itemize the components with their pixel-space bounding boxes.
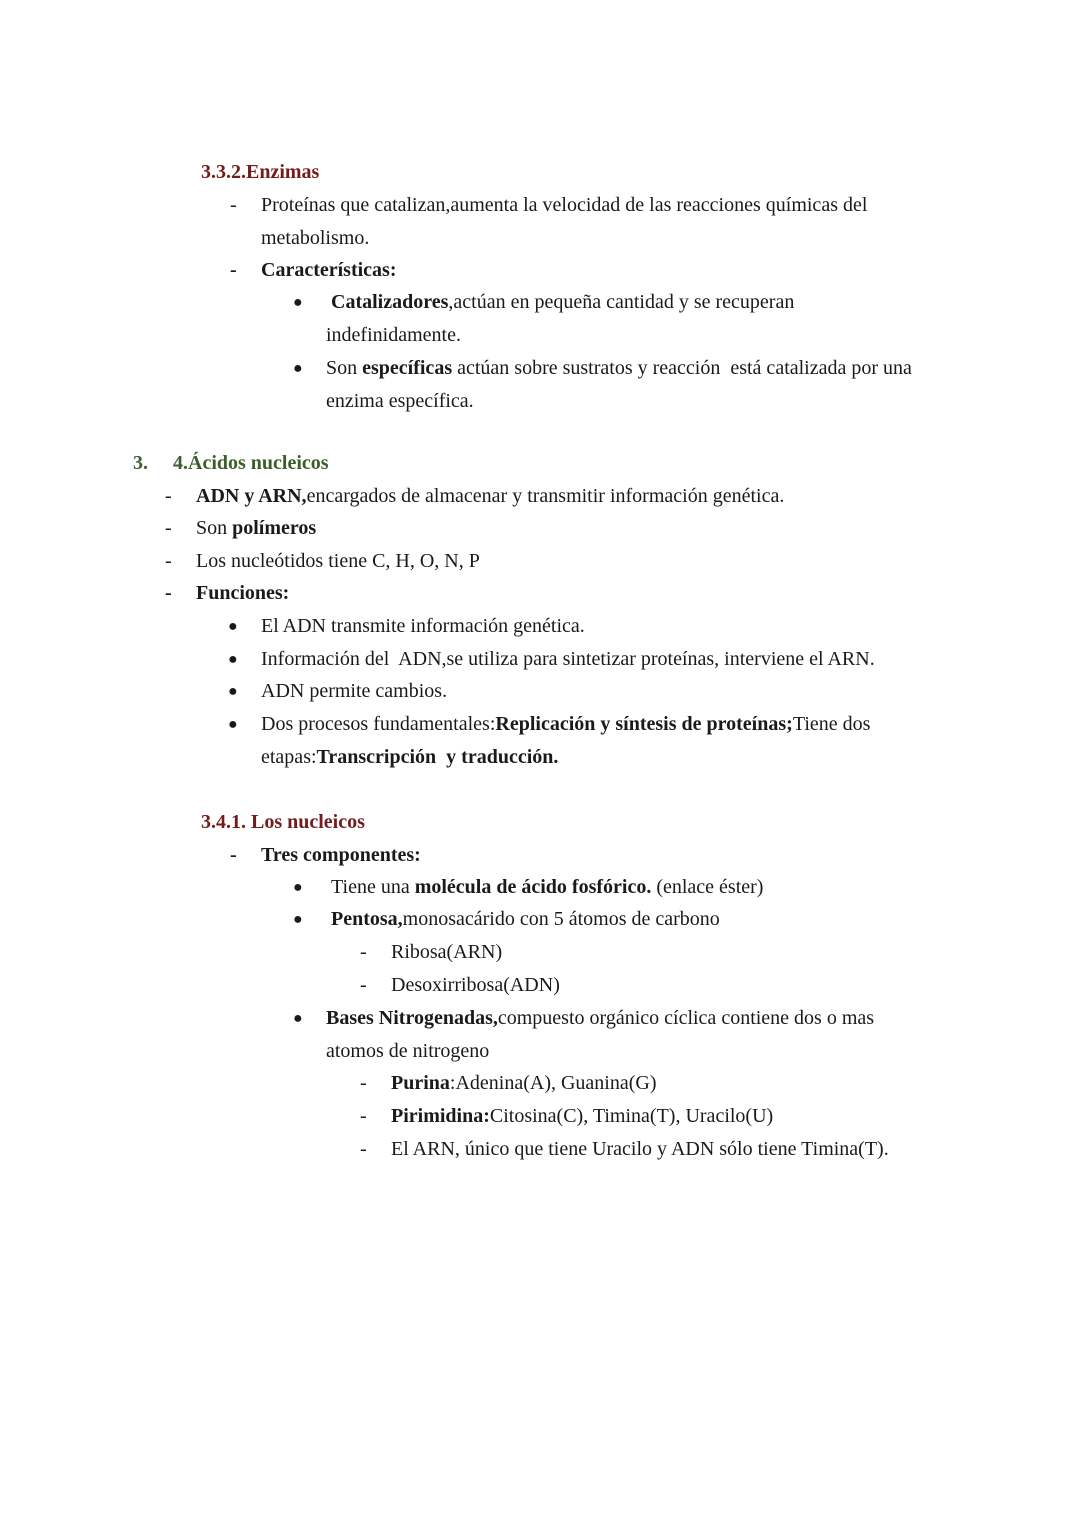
- bullet-icon: ●: [293, 1010, 303, 1027]
- list-item-line: [196, 484, 784, 508]
- list-item-line: [196, 581, 289, 605]
- list-item-line: [261, 226, 369, 250]
- dash-marker: -: [360, 1105, 367, 1127]
- list-item-line: [261, 843, 421, 867]
- text: El ARN, único que tiene Uracilo y ADN sólo tiene Timina(T).: [391, 1138, 889, 1160]
- list-item-line: [261, 712, 870, 736]
- list-item-line: [196, 516, 316, 540]
- dash-marker: -: [230, 194, 237, 216]
- bullet-icon: ●: [228, 683, 238, 700]
- text: Son: [196, 517, 233, 539]
- bullet-icon: ●: [228, 618, 238, 635]
- text: actúan sobre sustratos y reacción está catalizada por una: [452, 357, 912, 379]
- text: Tiene dos: [792, 713, 871, 735]
- bold-text: Purina: [391, 1072, 450, 1094]
- text: atomos de nitrogeno: [326, 1040, 490, 1062]
- bold-text: específicas: [362, 357, 453, 379]
- list-item-line: [326, 389, 474, 413]
- section-number: 3.: [133, 452, 148, 474]
- text: Dos procesos fundamentales:: [261, 713, 496, 735]
- dash-marker: -: [360, 974, 367, 996]
- list-item-line: [196, 549, 480, 573]
- text: encargados de almacenar y transmitir información genética.: [306, 485, 785, 507]
- list-item-line: [391, 940, 502, 964]
- list-item-line: [261, 614, 585, 638]
- text: ADN permite cambios.: [261, 680, 448, 702]
- dash-marker: -: [360, 1072, 367, 1094]
- list-item-line: [261, 258, 397, 282]
- bold-text: Pirimidina:: [391, 1105, 490, 1127]
- bold-text: 4.Ácidos nucleicos: [173, 452, 329, 474]
- section-heading: [201, 810, 365, 834]
- section-heading: [173, 451, 329, 475]
- text: Citosina(C), Timina(T), Uracilo(U): [489, 1105, 774, 1127]
- bullet-icon: ●: [293, 294, 303, 311]
- text: :Adenina(A), Guanina(G): [449, 1072, 657, 1094]
- text: monosacárido con 5 átomos de carbono: [402, 908, 720, 930]
- list-item-line: [331, 907, 720, 931]
- text: enzima específica.: [326, 390, 474, 412]
- bold-text: Catalizadores: [326, 291, 449, 313]
- dash-marker: -: [360, 941, 367, 963]
- list-item-line: [261, 647, 875, 671]
- text: Desoxirribosa(ADN): [391, 974, 560, 996]
- list-item-line: [326, 1006, 874, 1030]
- list-item-line: [391, 1137, 889, 1161]
- bullet-icon: ●: [293, 911, 303, 928]
- bold-text: 3.3.2.Enzimas: [201, 161, 320, 183]
- bold-text: molécula de ácido fosfórico.: [414, 876, 652, 898]
- bold-text: 3.4.1. Los nucleicos: [201, 811, 365, 833]
- list-item-line: [391, 1104, 773, 1128]
- text: (enlace éster): [651, 876, 764, 898]
- text: compuesto orgánico cíclica contiene dos o mas: [497, 1007, 875, 1029]
- list-item-line: [391, 1071, 657, 1095]
- bullet-icon: ●: [228, 716, 238, 733]
- bold-text: Funciones:: [196, 582, 290, 604]
- text: Ribosa(ARN): [391, 941, 503, 963]
- bold-text: Pentosa,: [331, 908, 403, 930]
- dash-marker: -: [165, 550, 172, 572]
- list-item-line: [326, 323, 461, 347]
- dash-marker: -: [230, 259, 237, 281]
- list-item-line: [261, 745, 558, 769]
- text: indefinidamente.: [326, 324, 461, 346]
- bold-text: Transcripción y traducción.: [316, 746, 559, 768]
- dash-marker: -: [165, 485, 172, 507]
- section-heading: [201, 160, 319, 184]
- dash-marker: -: [230, 844, 237, 866]
- text: Son: [326, 357, 363, 379]
- text: Tiene una: [331, 876, 415, 898]
- list-item-line: [326, 290, 794, 314]
- dash-marker: -: [360, 1138, 367, 1160]
- bullet-icon: ●: [293, 360, 303, 377]
- text: metabolismo.: [261, 227, 370, 249]
- text: El ADN transmite información genética.: [261, 615, 585, 637]
- text: Los nucleótidos tiene C, H, O, N, P: [196, 550, 480, 572]
- list-item-line: [326, 1039, 489, 1063]
- text: Proteínas que catalizan,aumenta la velocidad de las reacciones químicas del: [261, 194, 868, 216]
- bold-text: Replicación y síntesis de proteínas;: [495, 713, 793, 735]
- list-item-line: [326, 356, 912, 380]
- bold-text: Características:: [261, 259, 397, 281]
- text: Información del ADN,se utiliza para sintetizar proteínas, interviene el ARN.: [261, 648, 875, 670]
- list-item-line: [331, 875, 763, 899]
- bullet-icon: ●: [293, 879, 303, 896]
- bold-text: polímeros: [232, 517, 317, 539]
- dash-marker: -: [165, 517, 172, 539]
- bold-text: ADN y ARN,: [196, 485, 307, 507]
- list-item-line: [391, 973, 560, 997]
- dash-marker: -: [165, 582, 172, 604]
- list-item-line: [261, 679, 447, 703]
- list-item-line: [261, 193, 867, 217]
- text: ,actúan en pequeña cantidad y se recuperan: [448, 291, 795, 313]
- bold-text: Tres componentes:: [261, 844, 421, 866]
- bold-text: Bases Nitrogenadas,: [326, 1007, 498, 1029]
- bullet-icon: ●: [228, 651, 238, 668]
- text: etapas:: [261, 746, 317, 768]
